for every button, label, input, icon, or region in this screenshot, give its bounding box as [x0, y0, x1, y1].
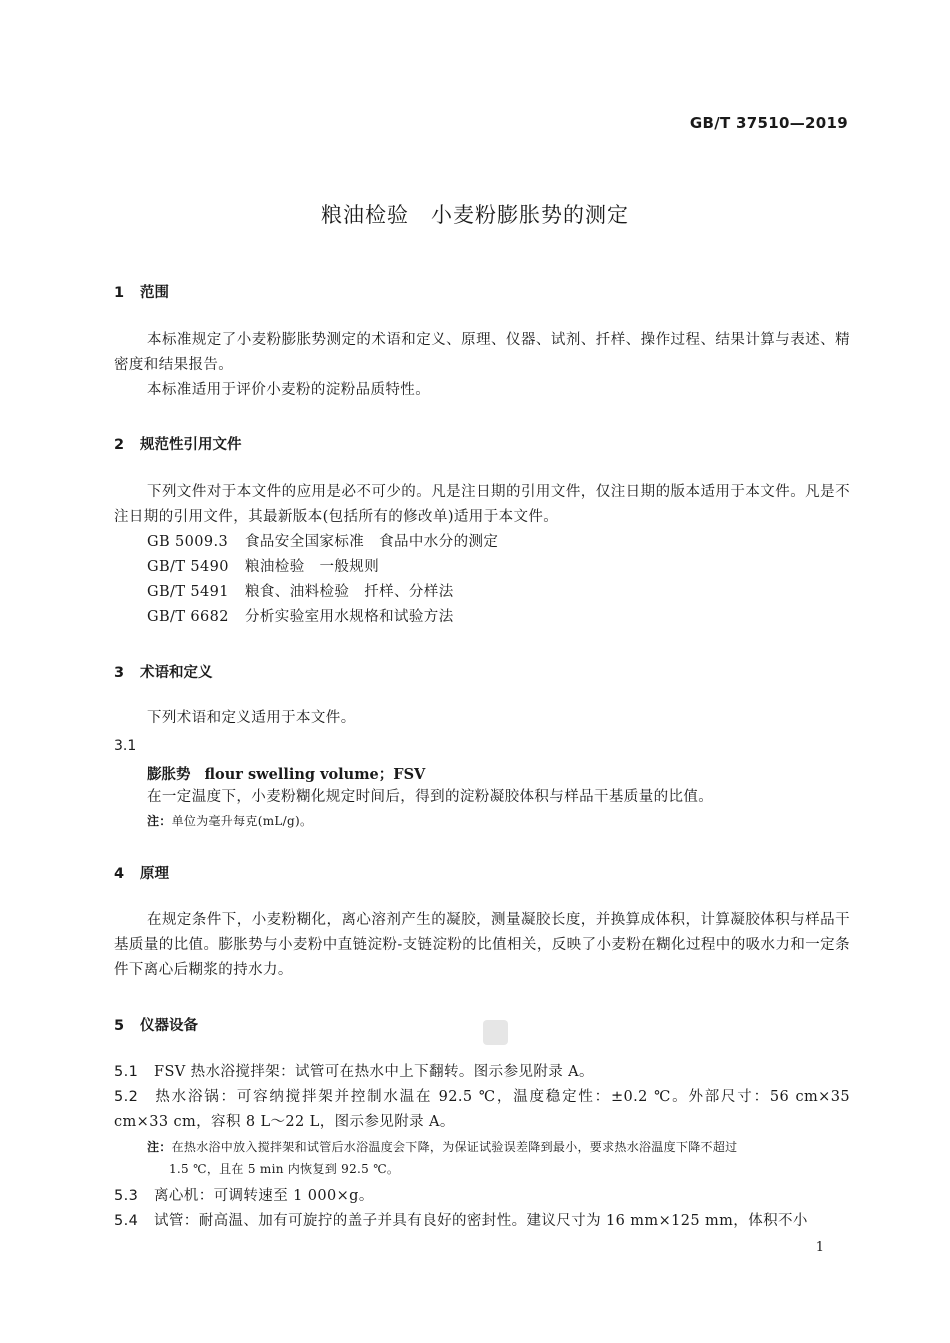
equipment-note [147, 1136, 850, 1180]
section-number: 1 [114, 285, 125, 301]
section-5-heading [114, 1014, 198, 1035]
section-number: 2 [114, 437, 125, 453]
equipment-item [114, 1184, 850, 1209]
item-text: 离心机：可调转速至 1 000×g。 [154, 1188, 374, 1204]
item-text: 热水浴锅：可容纳搅拌架并控制水温在 92.5 ℃，温度稳定性：±0.2 ℃。外部尺寸：56 cm×35 cm×33 cm，容积 8 L～22 L，图示参见附录 A。 [114, 1089, 850, 1130]
section-1-paragraph-2: 本标准适用于评价小麦粉的淀粉品质特性。 [147, 382, 431, 398]
term-chinese: 膨胀势 [147, 766, 191, 783]
section-title: 规范性引用文件 [140, 437, 242, 453]
section-title: 术语和定义 [140, 665, 213, 681]
equipment-item [114, 1085, 850, 1135]
section-number: 5 [114, 1018, 125, 1034]
section-title: 仪器设备 [140, 1018, 198, 1034]
item-number: 5.4 [114, 1213, 139, 1229]
equipment-item [114, 1060, 850, 1085]
note-continuation: 1.5 ℃，且在 5 min 内恢复到 92.5 ℃。 [169, 1162, 400, 1176]
note-label: 注： [147, 1140, 172, 1154]
section-4-paragraph-1: 在规定条件下，小麦粉糊化，离心溶剂产生的凝胶，测量凝胶长度，并换算成体积，计算凝胶体积与样品干基质量的比值。膨胀势与小麦粉中直链淀粉-支链淀粉的比值相关，反映了小麦粉在糊化过程中的吸水力和一定条件下离心后糊浆的持水力。 [114, 912, 850, 978]
note-text: 在热水浴中放入搅拌架和试管后水浴温度会下降，为保证试验误差降到最小，要求热水浴温度下降不超过 [171, 1140, 738, 1154]
reference-code: GB/T 5490 [147, 559, 229, 575]
item-text: FSV 热水浴搅拌架：试管可在热水中上下翻转。图示参见附录 A。 [154, 1064, 594, 1080]
item-number: 5.1 [114, 1064, 139, 1080]
reference-item [147, 530, 498, 555]
section-1-paragraph-1: 本标准规定了小麦粉膨胀势测定的术语和定义、原理、仪器、试剂、扦样、操作过程、结果计算与表述、精密度和结果报告。 [114, 332, 850, 373]
note-text: 单位为毫升每克(mL/g)。 [171, 814, 313, 828]
reference-item [147, 580, 454, 605]
reference-title: 粮油检验 一般规则 [245, 559, 380, 575]
section-title: 原理 [140, 866, 169, 882]
item-number: 5.2 [114, 1089, 139, 1105]
reference-title: 粮食、油料检验 扦样、分样法 [245, 584, 454, 600]
section-title: 范围 [140, 285, 169, 301]
term-number: 3.1 [114, 738, 137, 754]
document-title: 粮油检验 小麦粉膨胀势的测定 [321, 203, 629, 227]
section-1-heading [114, 281, 169, 302]
equipment-item [114, 1209, 850, 1234]
section-3-heading [114, 661, 213, 682]
term-note [147, 810, 312, 832]
reference-item [147, 555, 379, 580]
reference-code: GB 5009.3 [147, 534, 229, 550]
reference-item [147, 605, 454, 630]
scan-mark [483, 1020, 508, 1045]
term-definition: 在一定温度下，小麦粉糊化规定时间后，得到的淀粉凝胶体积与样品干基质量的比值。 [147, 789, 714, 805]
note-label: 注： [147, 814, 172, 828]
section-4-heading [114, 862, 169, 883]
section-2-paragraph-1: 下列文件对于本文件的应用是必不可少的。凡是注日期的引用文件，仅注日期的版本适用于本文件。凡是不注日期的引用文件，其最新版本(包括所有的修改单)适用于本文件。 [114, 484, 850, 525]
term-entry [147, 763, 425, 784]
section-2-heading [114, 433, 242, 454]
reference-code: GB/T 6682 [147, 609, 229, 625]
section-3-paragraph-1: 下列术语和定义适用于本文件。 [147, 710, 356, 726]
section-number: 3 [114, 665, 125, 681]
page-number: 1 [815, 1240, 824, 1255]
item-number: 5.3 [114, 1188, 139, 1204]
section-number: 4 [114, 866, 125, 882]
reference-code: GB/T 5491 [147, 584, 229, 600]
standard-code: GB/T 37510—2019 [689, 114, 848, 132]
term-english: flour swelling volume；FSV [204, 766, 426, 783]
reference-title: 食品安全国家标准 食品中水分的测定 [245, 534, 499, 550]
item-text: 试管：耐高温、加有可旋拧的盖子并具有良好的密封性。建议尺寸为 16 mm×125 mm，体积不小 [154, 1213, 808, 1229]
reference-title: 分析实验室用水规格和试验方法 [245, 609, 454, 625]
